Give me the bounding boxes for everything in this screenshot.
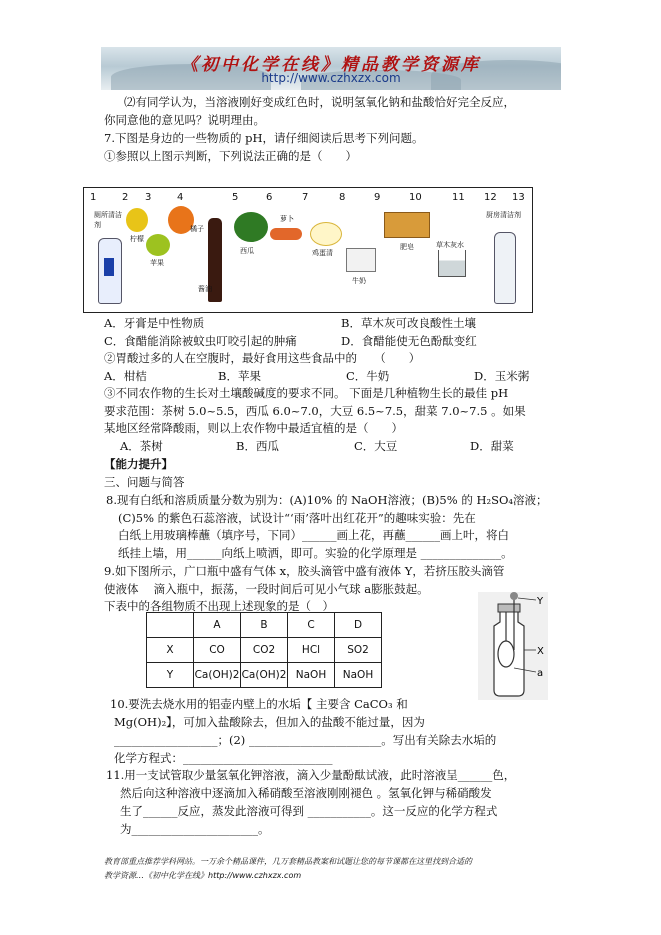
ph-figure bbox=[83, 187, 533, 313]
plant-ash-water-beaker-image bbox=[438, 250, 466, 277]
q7-sub3-option-d: D．甜菜 bbox=[470, 439, 514, 453]
q8-line3: 白纸上用玻璃棒蘸（填序号，下同）______画上花，再蘸______画上叶，将白 bbox=[118, 528, 509, 542]
soap-image bbox=[384, 212, 430, 238]
fig-number: 1 bbox=[90, 192, 97, 203]
table-cell: B bbox=[241, 613, 288, 638]
milk-carton-image bbox=[346, 248, 376, 272]
label-a: a bbox=[537, 668, 544, 679]
fig-label-kitchen-cleaner: 厨房清洁剂 bbox=[486, 211, 521, 219]
q7-sub3-line3: 某地区经常降酸雨，则以上农作物中最适宜植的是（ ） bbox=[104, 421, 403, 435]
section-heading: 【能力提升】 bbox=[104, 457, 173, 471]
q7-sub2: ②胃酸过多的人在空腹时，最好食用这些食品中的 （ ） bbox=[104, 351, 421, 365]
q8-line1: 8.现有白纸和溶质质量分数为别为：(A)10% 的 NaOH溶液；(B)5% 的 H₂SO₄溶液； bbox=[106, 493, 548, 507]
table-row bbox=[147, 663, 382, 688]
fig-label-apple: 苹果 bbox=[150, 259, 164, 267]
footer-line2: 教学资源…《初中化学在线》http://www.czhxzx.com bbox=[104, 871, 302, 880]
q10-line3: __________________；(2) _______________________。写出有关除去水垢的 bbox=[114, 733, 497, 747]
fig-label-soap: 肥皂 bbox=[400, 243, 414, 251]
fig-number: 13 bbox=[512, 192, 525, 203]
table-cell: D bbox=[335, 613, 382, 638]
table-cell: SO2 bbox=[335, 638, 382, 663]
table-cell: A bbox=[194, 613, 241, 638]
q10-line1: 10.要洗去烧水用的铝壶内壁上的水垢【 主要含 CaCO₃ 和 bbox=[110, 697, 408, 711]
section-subheading: 三、问题与简答 bbox=[104, 475, 185, 489]
q8-line4: 纸挂上墙，用______向纸上喷洒，即可。实验的化学原理是 ______________。 bbox=[118, 546, 513, 560]
table-cell: X bbox=[147, 638, 194, 663]
fig-number: 9 bbox=[374, 192, 381, 203]
q9-line1: 9.如下图所示，广口瓶中盛有气体 x，胶头滴管中盛有液体 Y，若挤压胶头滴管 bbox=[104, 564, 505, 578]
header-banner bbox=[101, 47, 561, 90]
q7-sub3-option-b: B．西瓜 bbox=[236, 439, 279, 453]
fig-number: 6 bbox=[266, 192, 273, 203]
q10-line4: 化学方程式：__________________________ bbox=[114, 751, 333, 765]
banner-url: http://www.czhxzx.com bbox=[261, 71, 401, 85]
table-cell: Y bbox=[147, 663, 194, 688]
q7-option-a: A．牙膏是中性物质 bbox=[104, 316, 205, 330]
fig-label-milk: 牛奶 bbox=[352, 277, 366, 285]
fig-label-toilet-cleaner: 厕所清洁剂 bbox=[94, 211, 122, 229]
fig-number: 10 bbox=[409, 192, 422, 203]
q7-sub3-line2: 要求范围：茶树 5.0~5.5，西瓜 6.0~7.0，大豆 6.5~7.5，甜菜 7.0~7.5 。如果 bbox=[104, 404, 526, 418]
fig-label-lemon: 柠檬 bbox=[130, 235, 144, 243]
lemon-image bbox=[126, 208, 148, 232]
fig-label-orange: 橘子 bbox=[190, 225, 204, 233]
bottle-label-decoration bbox=[104, 258, 114, 276]
table-cell: CO bbox=[194, 638, 241, 663]
q7-sub1: ①参照以上图示判断，下列说法正确的是（ ） bbox=[104, 149, 357, 163]
fig-label-egg-white: 鸡蛋清 bbox=[312, 249, 333, 257]
flask-stopper bbox=[498, 604, 520, 612]
q9-line2: 使液体 滴入瓶中，振荡，一段时间后可见小气球 a膨胀鼓起。 bbox=[104, 582, 429, 596]
fig-label-watermelon: 西瓜 bbox=[240, 247, 254, 255]
q11-line4: 为______________________。 bbox=[120, 822, 270, 836]
watermelon-image bbox=[234, 212, 268, 242]
radish-image bbox=[270, 228, 302, 240]
fig-number: 3 bbox=[145, 192, 152, 203]
q8-line2: (C)5% 的紫色石蕊溶液，试设计“‘雨’落叶出红花开”的趣味实验：先在 bbox=[118, 511, 476, 525]
fig-number: 12 bbox=[484, 192, 497, 203]
q6-2-line2: 你同意他的意见吗？说明理由。 bbox=[104, 113, 265, 127]
q7-sub2-option-b: B．苹果 bbox=[218, 369, 261, 383]
q10-line2: Mg(OH)₂】，可加入盐酸除去，但加入的盐酸不能过量，因为 bbox=[114, 715, 425, 729]
q6-2-line1: ⑵有同学认为，当溶液刚好变成红色时，说明氢氧化钠和盐酸恰好完全反应， bbox=[124, 95, 515, 109]
flask-apparatus-diagram bbox=[478, 592, 548, 700]
table-cell: NaOH bbox=[288, 663, 335, 688]
q7-option-b: B．草木灰可改良酸性土壤 bbox=[341, 316, 476, 330]
footer-line1: 教育部重点推荐学科网站。一万余个精品课件，几万套精品教案和试题让您的每节课都在这里找到合适的 bbox=[104, 857, 472, 866]
egg-white-image bbox=[310, 222, 342, 246]
table-cell: Ca(OH)2 bbox=[241, 663, 288, 688]
q9-line3: 下表中的各组物质不出现上述现象的是（ ） bbox=[104, 599, 334, 613]
fig-label-soy-sauce: 酱油 bbox=[198, 285, 212, 293]
q7-sub2-option-a: A．柑桔 bbox=[104, 369, 147, 383]
banner-title: 《初中化学在线》精品教学资源库 bbox=[181, 55, 481, 75]
fig-label-plant-ash-water: 草木灰水 bbox=[436, 241, 464, 249]
table-cell: Ca(OH)2 bbox=[194, 663, 241, 688]
q11-line2: 然后向这种溶液中逐滴加入稀硝酸至溶液刚刚褪色 。氢氧化钾与稀硝酸发 bbox=[120, 786, 492, 800]
q11-line1: 11.用一支试管取少量氢氧化钾溶液，滴入少量酚酞试液，此时溶液呈______色， bbox=[106, 768, 516, 782]
fig-number: 2 bbox=[122, 192, 129, 203]
table-row bbox=[147, 638, 382, 663]
fig-number: 7 bbox=[302, 192, 309, 203]
q9-table bbox=[146, 612, 382, 688]
q11-line3: 生了______反应，蒸发此溶液可得到 ___________。这一反应的化学方程式 bbox=[120, 804, 498, 818]
q7-sub2-option-d: D．玉米粥 bbox=[474, 369, 530, 383]
balloon-a bbox=[498, 641, 514, 667]
fig-number: 5 bbox=[232, 192, 239, 203]
fig-number: 8 bbox=[339, 192, 346, 203]
kitchen-cleaner-spray-image bbox=[494, 232, 516, 304]
table-cell bbox=[147, 613, 194, 638]
q7-line1: 7.下图是身边的一些物质的 pH，请仔细阅读后思考下列问题。 bbox=[104, 131, 424, 145]
label-x: X bbox=[537, 646, 544, 657]
table-cell: NaOH bbox=[335, 663, 382, 688]
q7-option-d: D．食醋能使无色酚酞变红 bbox=[341, 334, 477, 348]
table-cell: CO2 bbox=[241, 638, 288, 663]
apple-image bbox=[146, 234, 170, 256]
q7-option-c: C．食醋能消除被蚊虫叮咬引起的肿痛 bbox=[104, 334, 297, 348]
dropper-bulb bbox=[510, 592, 518, 600]
table-cell: HCl bbox=[288, 638, 335, 663]
fig-label-radish: 萝卜 bbox=[280, 215, 294, 223]
q7-sub3-option-a: A．茶树 bbox=[120, 439, 163, 453]
table-row bbox=[147, 613, 382, 638]
q7-sub3-line1: ③不同农作物的生长对土壤酸碱度的要求不同。 下面是几种植物生长的最佳 pH bbox=[104, 386, 509, 400]
label-y: Y bbox=[537, 596, 544, 607]
q7-sub2-option-c: C．牛奶 bbox=[346, 369, 390, 383]
table-cell: C bbox=[288, 613, 335, 638]
fig-number: 4 bbox=[177, 192, 184, 203]
fig-number: 11 bbox=[452, 192, 465, 203]
q7-sub3-option-c: C．大豆 bbox=[354, 439, 398, 453]
